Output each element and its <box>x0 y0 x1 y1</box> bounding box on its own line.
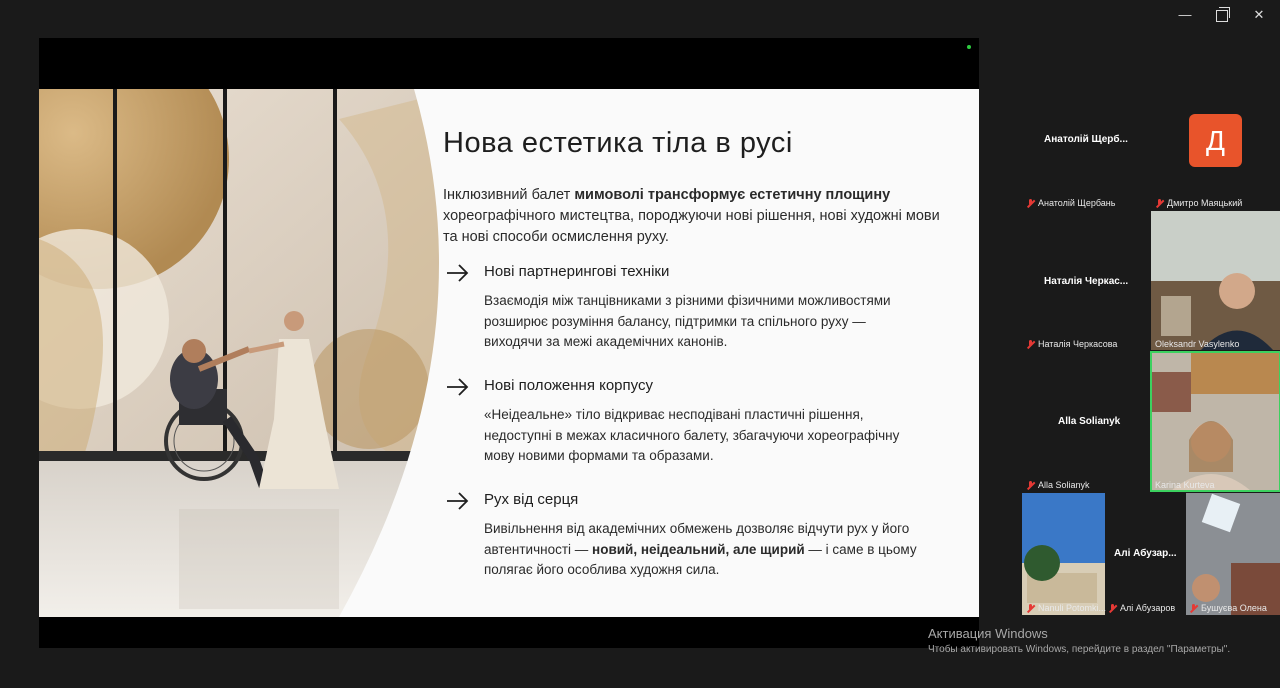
shared-screen <box>39 38 979 648</box>
presentation-slide <box>39 89 979 617</box>
mic-muted-icon <box>1108 604 1117 613</box>
mic-muted-icon <box>1155 199 1164 208</box>
windows-activation-watermark <box>928 626 1230 655</box>
participant-label: Бушуєва Олена <box>1189 603 1267 613</box>
bullet-text: Вивільнення від академічних обмежень дозволяє відчути рух у його автентичності — новий, неідеальний, але щирий — і саме в цьому полягає його особлива художня сила. <box>484 521 917 577</box>
tile-name-ali[interactable]: Алі Абузар... <box>1114 548 1177 559</box>
participant-label: Наталія Черкасова <box>1026 339 1117 349</box>
window-controls <box>1178 8 1266 22</box>
participant-label: Karina Kurteva <box>1155 480 1215 490</box>
photo-curve <box>339 89 459 617</box>
video-nanuli[interactable] <box>1022 493 1105 615</box>
participant-label: Алі Абузаров <box>1108 603 1175 613</box>
tile-name-alla[interactable]: Alla Solianyk <box>1058 416 1121 427</box>
activation-text: Чтобы активировать Windows, перейдите в раздел "Параметры". <box>928 644 1231 655</box>
participant-label: Nanuli Potomki... <box>1026 603 1106 613</box>
recording-dot <box>967 45 971 49</box>
close-button[interactable]: ✕ <box>1253 7 1265 22</box>
bullet-heading: Нові партнерингові техніки <box>484 263 670 280</box>
arrow-right-icon <box>445 491 471 511</box>
bullet-heading: Рух від серця <box>484 491 579 508</box>
tile-name-natalia[interactable]: Наталія Черкас... <box>1044 276 1129 287</box>
activation-title: Активация Windows <box>928 626 1048 641</box>
mic-muted-icon <box>1026 340 1035 349</box>
arrow-right-icon <box>445 377 471 397</box>
avatar[interactable]: Д <box>1189 114 1242 167</box>
participant-label: Oleksandr Vasylenko <box>1155 339 1240 349</box>
tile-name-anatoliy[interactable]: Анатолій Щерб... <box>1044 134 1128 145</box>
bullet-heading: Нові положення корпусу <box>484 377 653 394</box>
participant-label: Alla Solianyk <box>1026 480 1090 490</box>
restore-button[interactable] <box>1216 10 1228 22</box>
minimize-button[interactable]: — <box>1178 7 1192 22</box>
video-oleksandr[interactable] <box>1151 211 1280 350</box>
mic-muted-icon <box>1026 199 1035 208</box>
slide-intro: Інклюзивний балет мимоволі трансформує естетичну площину хореографічного мистецтва, породжуючи нові рішення, нові художні мови та нові способи осмислення руху. <box>443 187 940 245</box>
slide-title: Нова естетика тіла в русі <box>443 127 793 159</box>
video-olena[interactable] <box>1186 493 1280 615</box>
slide-content <box>443 89 963 617</box>
mic-muted-icon <box>1026 481 1035 490</box>
video-karina[interactable] <box>1151 352 1280 491</box>
mic-muted-icon <box>1189 604 1198 613</box>
participant-label: Дмитро Маяцький <box>1155 198 1242 208</box>
arrow-right-icon <box>445 263 471 283</box>
bullet-text: «Неідеальне» тіло відкриває несподівані пластичні рішення, недоступні в межах класичного балету, збагачуючи хореографічну мову новими формами та образами. <box>484 407 900 463</box>
bullet-text: Взаємодія між танцівниками з різними фізичними можливостями розширює розуміння балансу, підтримки та спільного руху — виходячи за межі академічних канонів. <box>484 293 891 349</box>
participant-label: Анатолій Щербань <box>1026 198 1115 208</box>
mic-muted-icon <box>1026 604 1035 613</box>
